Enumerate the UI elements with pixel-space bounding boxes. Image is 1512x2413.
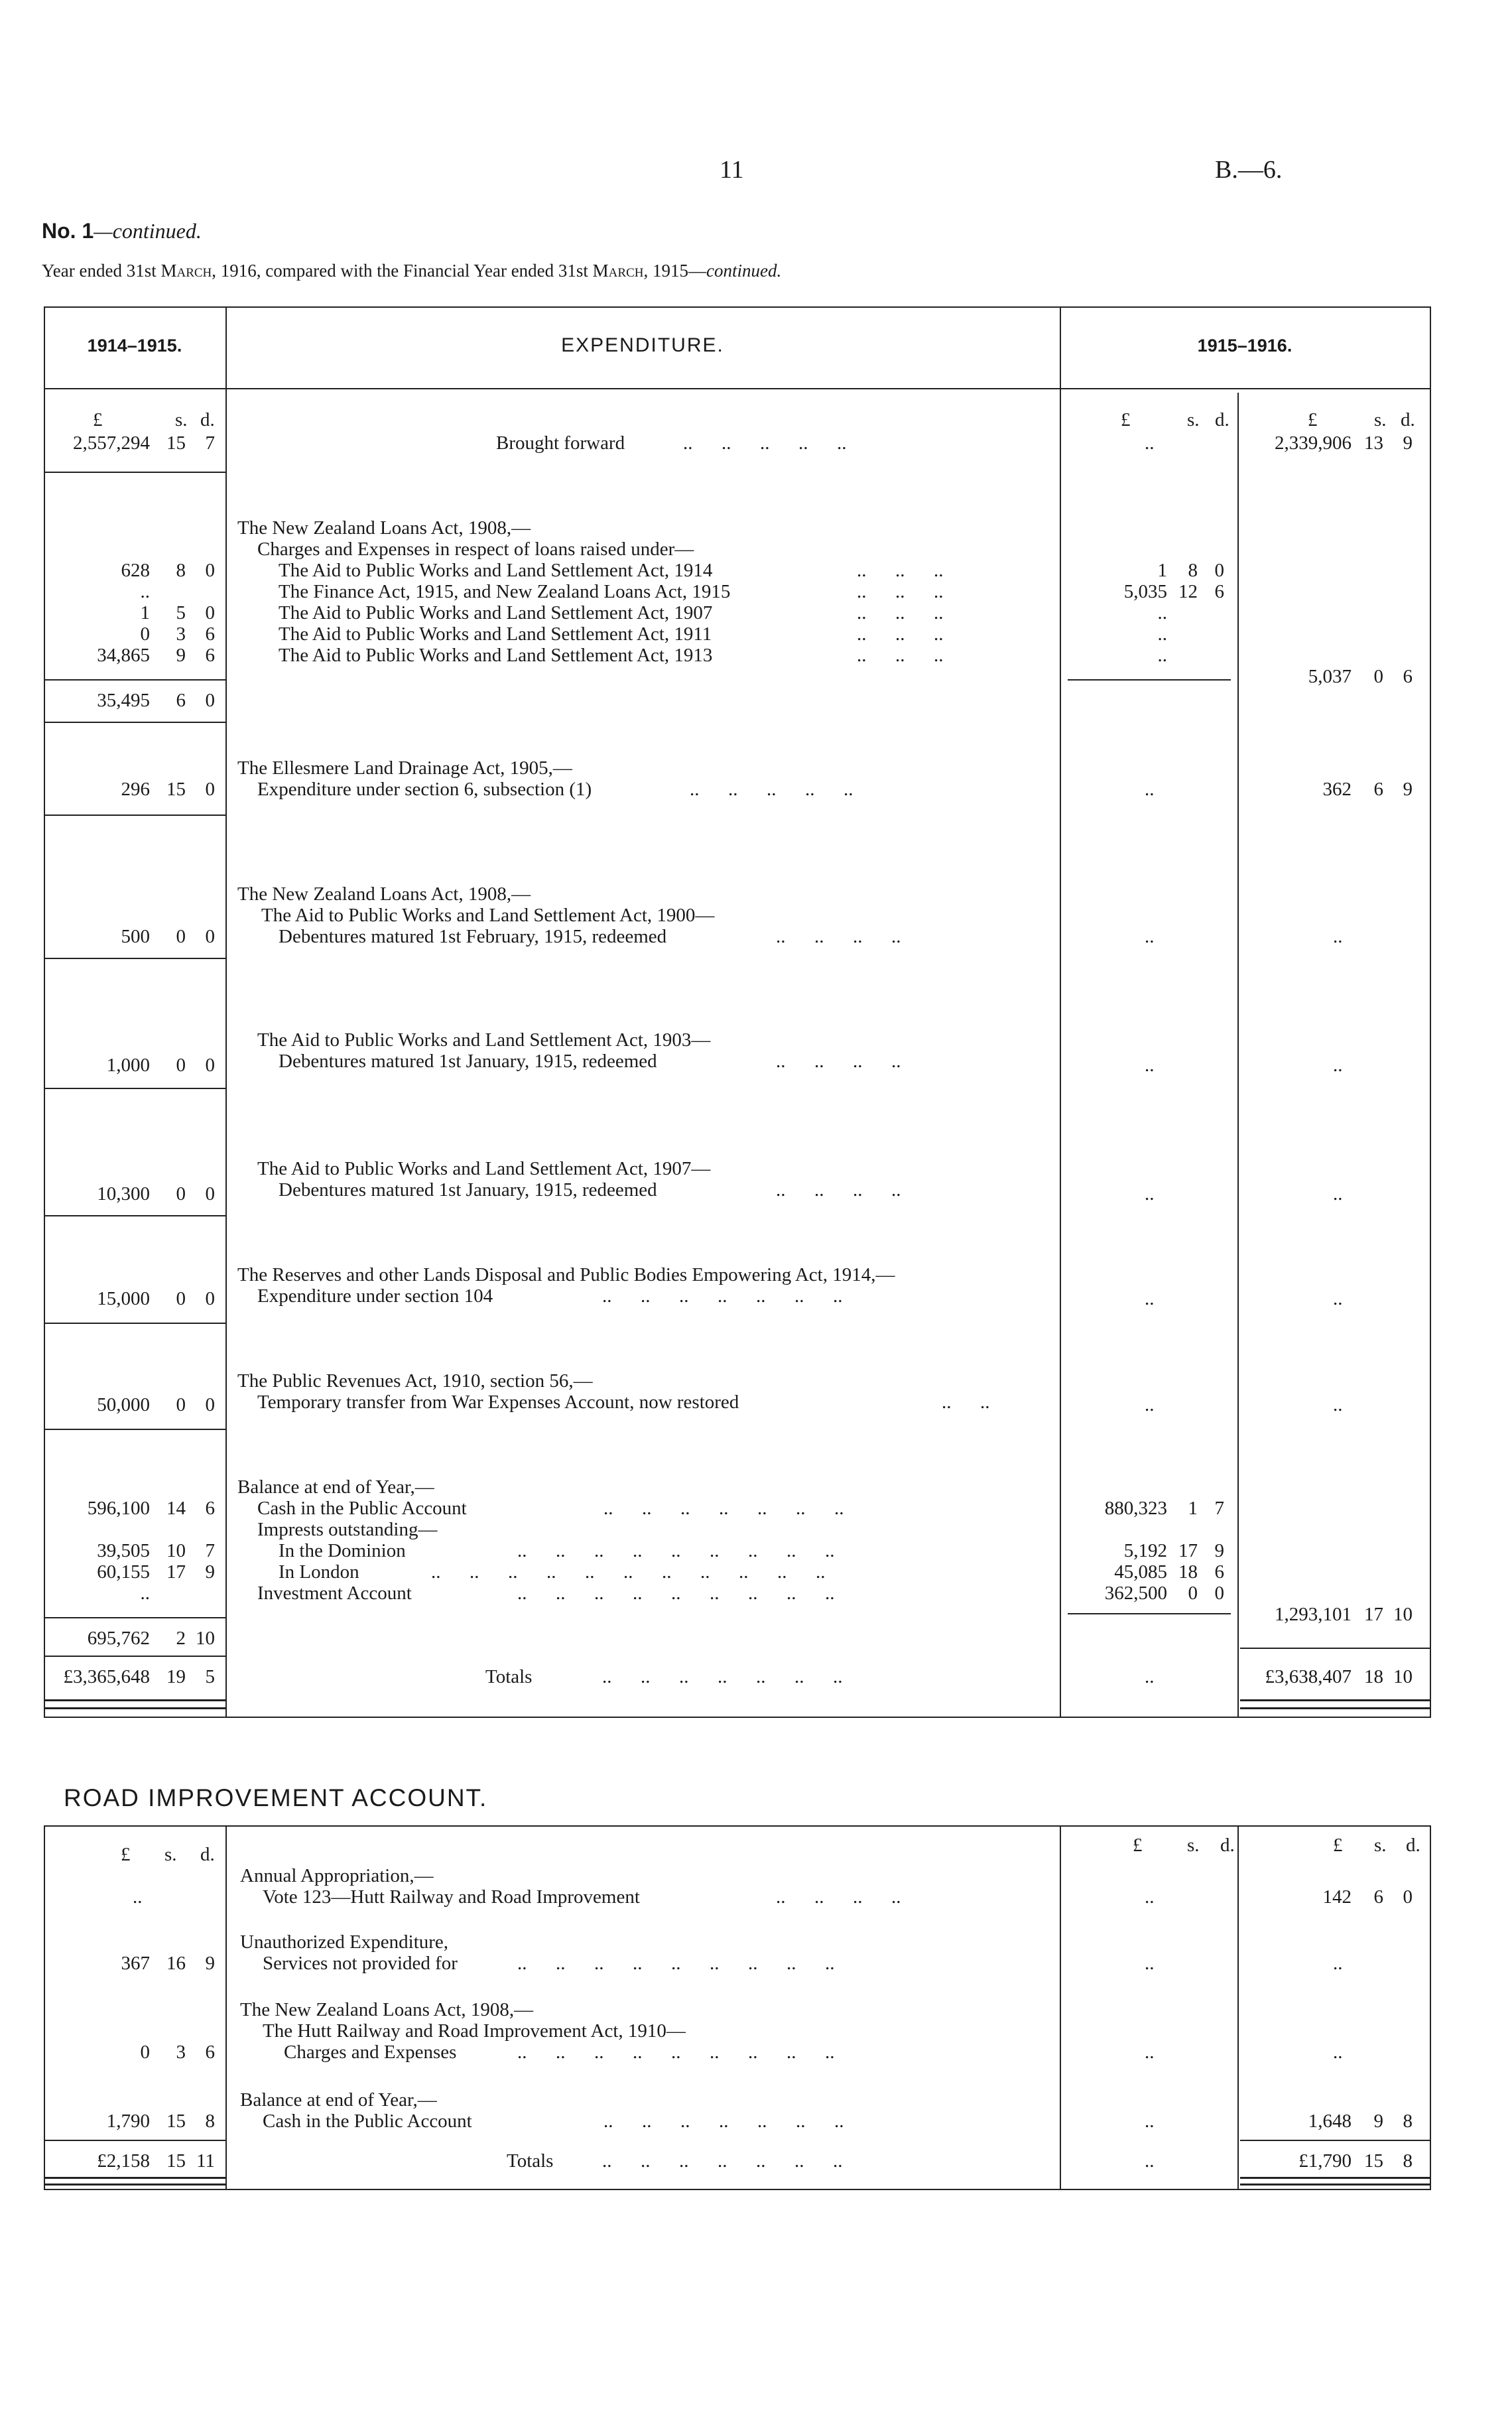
unit-d-mid: d.	[1215, 409, 1229, 430]
road-unit-s-right: s.	[1374, 1835, 1387, 1856]
road-unit-pound-right: £	[1333, 1835, 1343, 1856]
page-number: 11	[720, 156, 744, 184]
unit-s-left: s.	[175, 409, 188, 430]
unit-s-right: s.	[1374, 409, 1387, 430]
page-code: B.—6.	[1215, 156, 1283, 184]
header-1915-1916: 1915–1916.	[1197, 336, 1292, 356]
road-unit-d-left: d.	[200, 1844, 215, 1865]
road-unit-d-mid: d.	[1220, 1835, 1235, 1856]
header-expenditure: EXPENDITURE.	[561, 334, 724, 356]
road-unit-s-mid: s.	[1187, 1835, 1200, 1856]
unit-pound-right: £	[1308, 409, 1318, 430]
road-unit-s-left: s.	[164, 1844, 177, 1865]
unit-s-mid: s.	[1187, 409, 1200, 430]
unit-pound-left: £	[93, 409, 103, 430]
unit-d-right: d.	[1401, 409, 1415, 430]
unit-pound-mid: £	[1121, 409, 1131, 430]
table-subtitle: Year ended 31st March, 1916, compared with the Financial Year ended 31st March, 1915—continued.	[42, 261, 782, 281]
road-unit-d-right: d.	[1406, 1835, 1420, 1856]
road-account-heading: ROAD IMPROVEMENT ACCOUNT.	[64, 1784, 488, 1811]
table-number: No. 1—continued.	[42, 219, 202, 243]
unit-d-left: d.	[200, 409, 215, 430]
road-unit-pound-left: £	[121, 1844, 131, 1865]
road-unit-pound-mid: £	[1133, 1835, 1143, 1856]
header-1914-1915: 1914–1915.	[87, 336, 182, 356]
